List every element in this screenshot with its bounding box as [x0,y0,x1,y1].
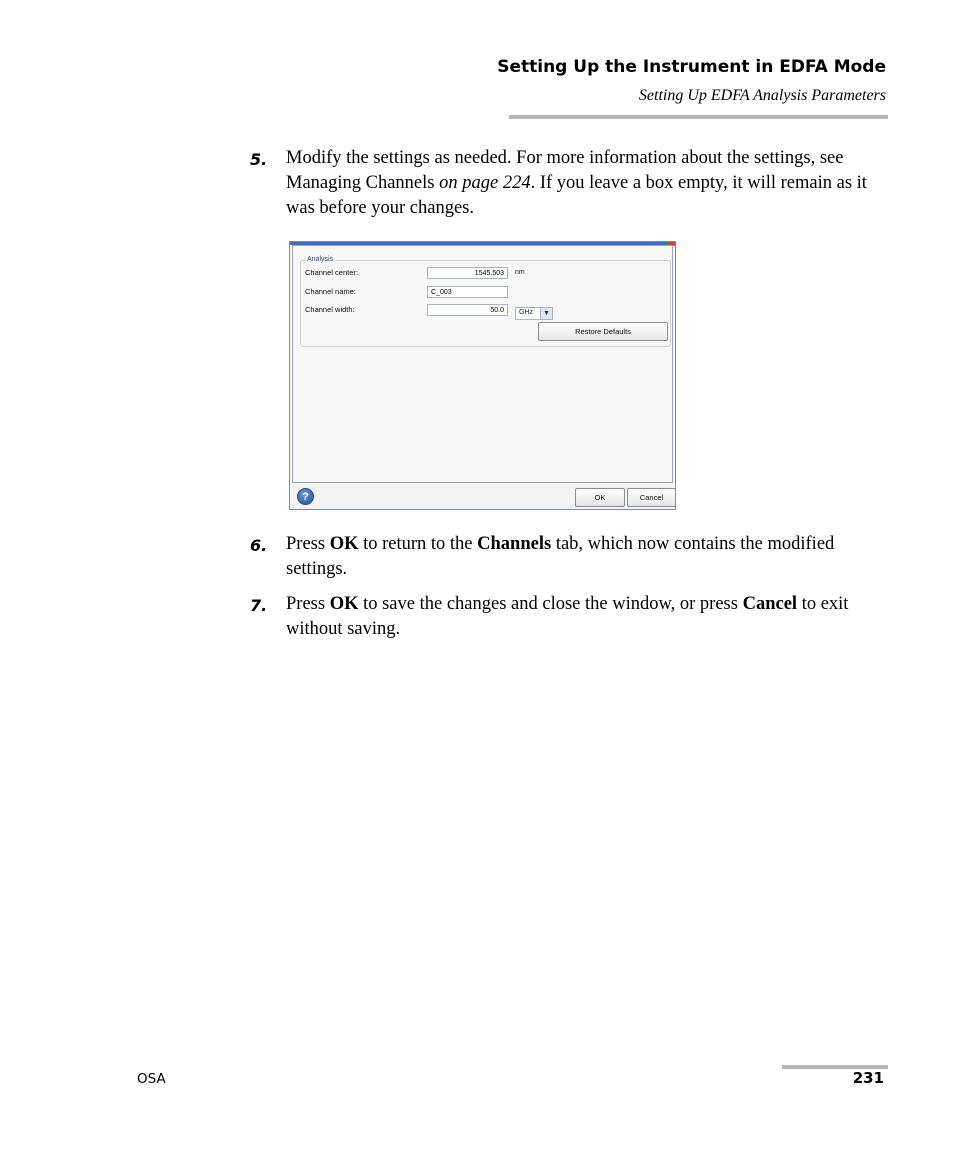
dialog-content [292,245,673,483]
channel-width-input[interactable] [427,304,508,316]
channel-width-unit-select[interactable] [515,307,553,320]
analysis-group-label: Analysis [307,256,334,263]
step-7-text-part: to exit without saving. [286,594,849,639]
restore-defaults-button[interactable]: Restore Defaults [538,322,668,341]
channel-center-unit: nm [515,269,525,276]
channel-settings-dialog [289,241,676,510]
step-6-text [286,532,888,582]
footer-product-name: OSA [137,1071,166,1087]
step-6-channels-term: Channels [477,534,552,554]
channel-name-label: Channel name: [305,287,356,296]
step-7-text-part: to save the changes and close the window, or press [358,594,743,614]
step-6-text-part: to return to the [358,534,478,554]
channel-name-input[interactable] [427,286,508,298]
ok-button[interactable]: OK [575,488,625,507]
channel-center-input[interactable] [427,267,508,279]
step-5-text-a: Modify the settings as needed. For more information about the settings, see Managing Channels [286,148,844,193]
chevron-down-icon[interactable]: ▼ [540,308,552,319]
step-5-text-c: . If you leave a box empty, it will remain as it was before your changes. [286,173,867,218]
step-5-number: 5. [250,150,268,169]
step-7-cancel-term: Cancel [742,594,798,614]
step-5-text [286,146,888,221]
step-5-page-ref[interactable]: on page 224 [439,173,531,193]
running-header-title: Setting Up the Instrument in EDFA Mode [497,57,886,77]
running-header-subtitle: Setting Up EDFA Analysis Parameters [638,87,886,104]
step-6-ok-term: OK [329,534,359,554]
step-7-text [286,592,888,642]
step-6-text-part: tab, which now contains the modified settings. [286,534,835,579]
dialog-footer [292,485,673,509]
header-rule [509,115,888,119]
help-icon[interactable]: ? [297,488,314,505]
step-7-text-part: Press [286,594,330,614]
page-number: 231 [852,1069,884,1087]
channel-width-unit-value: GHz [519,309,533,316]
step-7-ok-term: OK [329,594,359,614]
step-6-number: 6. [250,536,268,555]
cancel-button[interactable]: Cancel [627,488,676,507]
step-6-text-part: Press [286,534,330,554]
step-7-number: 7. [250,596,268,615]
channel-center-label: Channel center: [305,268,358,277]
channel-width-label: Channel width: [305,305,355,314]
